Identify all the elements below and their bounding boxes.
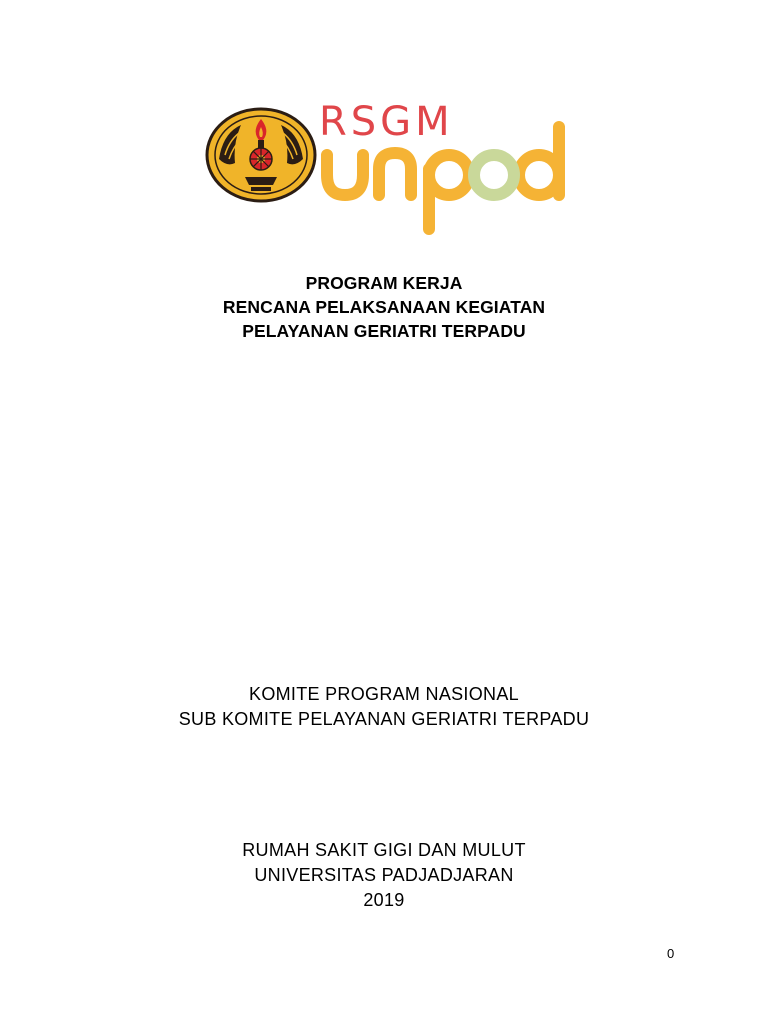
- university-seal-icon: [205, 107, 317, 203]
- committee-line-komite: KOMITE PROGRAM NASIONAL: [249, 684, 519, 704]
- title-line-rencana: RENCANA PELAKSANAAN KEGIATAN: [222, 297, 546, 317]
- committee-info: [0, 682, 768, 732]
- institution-line-university: UNIVERSITAS PADJADJARAN: [254, 865, 514, 885]
- institution-line-hospital: RUMAH SAKIT GIGI DAN MULUT: [242, 840, 526, 860]
- rsgm-unpad-wordmark: [317, 97, 569, 235]
- committee-line-sub-komite: SUB KOMITE PELAYANAN GERIATRI TERPADU: [178, 709, 590, 729]
- institution-info: [0, 838, 768, 913]
- institution-year: 2019: [363, 890, 405, 910]
- title-line-program-kerja: PROGRAM KERJA: [305, 273, 463, 293]
- title-line-pelayanan: PELAYANAN GERIATRI TERPADU: [242, 321, 526, 341]
- document-title: [0, 271, 768, 343]
- page-number: 0: [667, 946, 675, 961]
- wordmark-rsgm: RSGM: [319, 99, 454, 145]
- rsgm-unpad-logo: [205, 97, 570, 237]
